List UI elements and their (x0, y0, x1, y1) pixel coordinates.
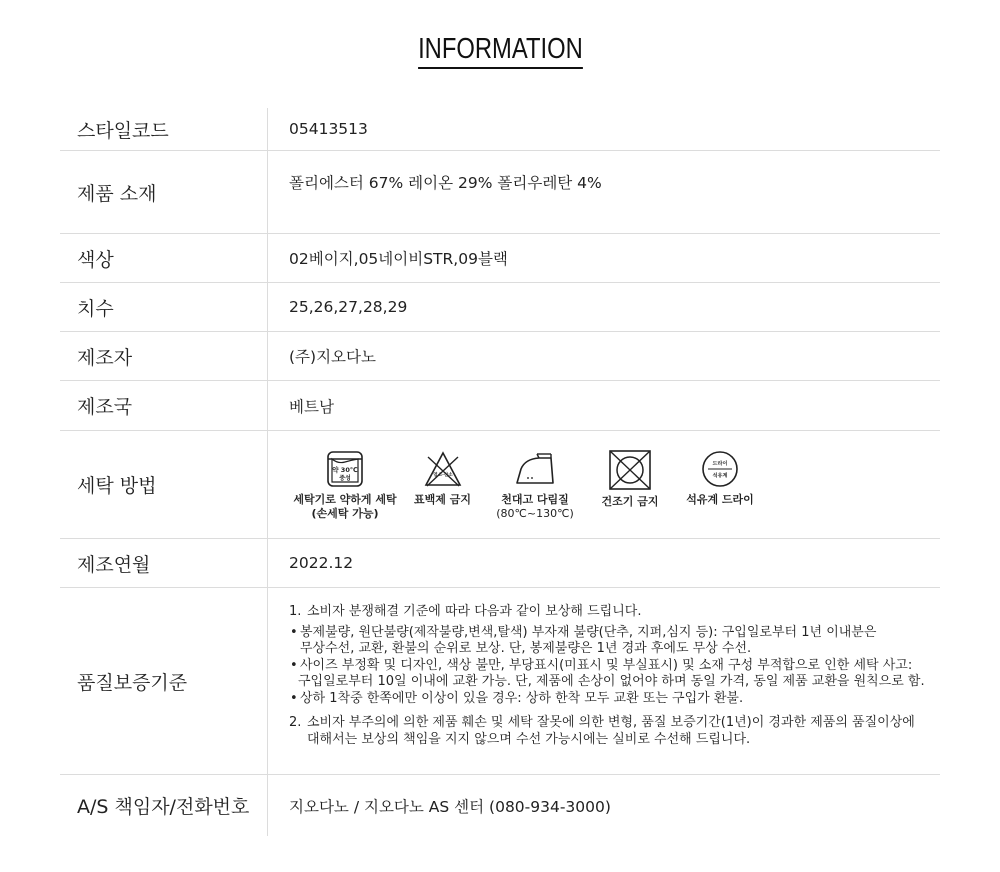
no-tumble-dry-icon (608, 449, 652, 491)
bullet: • (290, 657, 298, 673)
iron-icon (513, 449, 557, 489)
care-label: 석유계 드라이 (686, 493, 754, 506)
row-value: 25,26,27,28,29 (289, 298, 408, 316)
care-item-iron (485, 449, 585, 521)
row-label: 치수 (60, 283, 268, 331)
item-number: 2. (289, 715, 302, 730)
row-value: 05413513 (289, 120, 368, 138)
bullet-text: 사이즈 부정확 및 디자인, 색상 불만, 부당표시(미표시 및 부실표시) 및 소재 구성 부적합으로 인한 세탁 사고: (300, 657, 913, 673)
no-bleach-icon (423, 449, 463, 489)
row-washing (60, 431, 940, 539)
row-value (268, 431, 940, 538)
bullet: • (290, 690, 298, 706)
care-sublabel: (80℃~130℃) (496, 507, 574, 520)
row-color (60, 234, 940, 283)
hand-wash-icon (325, 449, 365, 489)
info-table (60, 108, 940, 836)
row-label: 제품 소재 (60, 151, 268, 233)
wash-temp-text: 약 30℃ (332, 466, 358, 474)
quality-item-2 (289, 715, 925, 732)
item-text-cont: 대해서는 보상의 책임을 지지 않으며 수선 가능시에는 실비로 수선해 드립니다. (307, 731, 751, 747)
dryclean-text: 드라이 (712, 461, 728, 467)
row-label: A/S 책임자/전화번호 (60, 775, 268, 836)
page-title: INFORMATION (418, 32, 583, 69)
care-symbols (288, 449, 765, 521)
quality-bullet-1 (289, 625, 925, 642)
row-date (60, 539, 940, 588)
item-text: 소비자 분쟁해결 기준에 따라 다음과 같이 보상해 드립니다. (307, 604, 642, 619)
dry-clean-icon (700, 449, 740, 489)
care-label: 천대고 다림질 (501, 493, 569, 506)
bullet: • (290, 624, 298, 640)
row-label: 제조국 (60, 381, 268, 430)
row-maker (60, 332, 940, 381)
bullet-text: 상하 1착중 한쪽에만 이상이 있을 경우: 상하 한착 모두 교환 또는 구입가 환불. (300, 690, 744, 706)
bleach-text: 염소·산소 (432, 473, 453, 478)
care-item-bleach (400, 449, 485, 507)
wash-detergent-text: 중성 (339, 475, 351, 482)
row-label: 제조연월 (60, 539, 268, 587)
dryclean-solvent-text: 석유계 (712, 473, 728, 479)
bullet-text-cont: 구입일로부터 10일 이내에 교환 가능. 단, 제품에 손상이 없어야 하며 동일 가격, 동일 제품 교환을 원칙으로 함. (298, 674, 925, 689)
row-value: (주)지오다노 (289, 348, 376, 366)
row-value: 02베이지,05네이비STR,09블랙 (289, 250, 508, 268)
quality-bullet-3 (289, 691, 925, 708)
row-value: 폴리에스터 67% 레이온 29% 폴리우레탄 4% (289, 174, 602, 192)
quality-bullet-2 (289, 658, 925, 675)
row-label: 색상 (60, 234, 268, 282)
care-label: 세탁기로 약하게 세탁 (293, 493, 397, 506)
care-label: 건조기 금지 (601, 495, 659, 508)
row-value: 2022.12 (289, 554, 354, 572)
item-number: 1. (289, 604, 302, 619)
care-sublabel: (손세탁 가능) (311, 507, 379, 520)
care-item-wash (290, 449, 400, 521)
care-item-dryer (585, 449, 675, 509)
row-label: 품질보증기준 (60, 588, 268, 774)
quality-text (289, 588, 925, 762)
row-as (60, 775, 940, 836)
row-country (60, 381, 940, 431)
row-style-code (60, 108, 940, 151)
row-label: 세탁 방법 (60, 431, 268, 538)
row-label: 제조자 (60, 332, 268, 380)
care-label: 표백제 금지 (414, 493, 471, 506)
bullet-text: 봉제불량, 원단불량(제작불량,변색,탈색) 부자재 불량(단추, 지퍼,심지 등): 구입일로부터 1년 이내분은 (300, 624, 877, 640)
bullet-text-cont: 무상수선, 교환, 환불의 순위로 보상. 단, 봉제불량은 1년 경과 후에도 무상 수선. (300, 641, 752, 656)
care-item-dryclean (675, 449, 765, 507)
header (0, 32, 1000, 69)
row-label: 스타일코드 (60, 108, 268, 150)
item-text: 소비자 부주의에 의한 제품 훼손 및 세탁 잘못에 의한 변형, 품질 보증기간(1년)이 경과한 제품의 품질이상에 (307, 715, 915, 730)
row-value (268, 588, 940, 774)
row-size (60, 283, 940, 332)
row-value: 지오다노 / 지오다노 AS 센터 (080-934-3000) (289, 797, 611, 816)
row-material (60, 151, 940, 234)
row-value: 베트남 (289, 397, 334, 416)
quality-item-1 (289, 604, 925, 621)
row-quality (60, 588, 940, 775)
